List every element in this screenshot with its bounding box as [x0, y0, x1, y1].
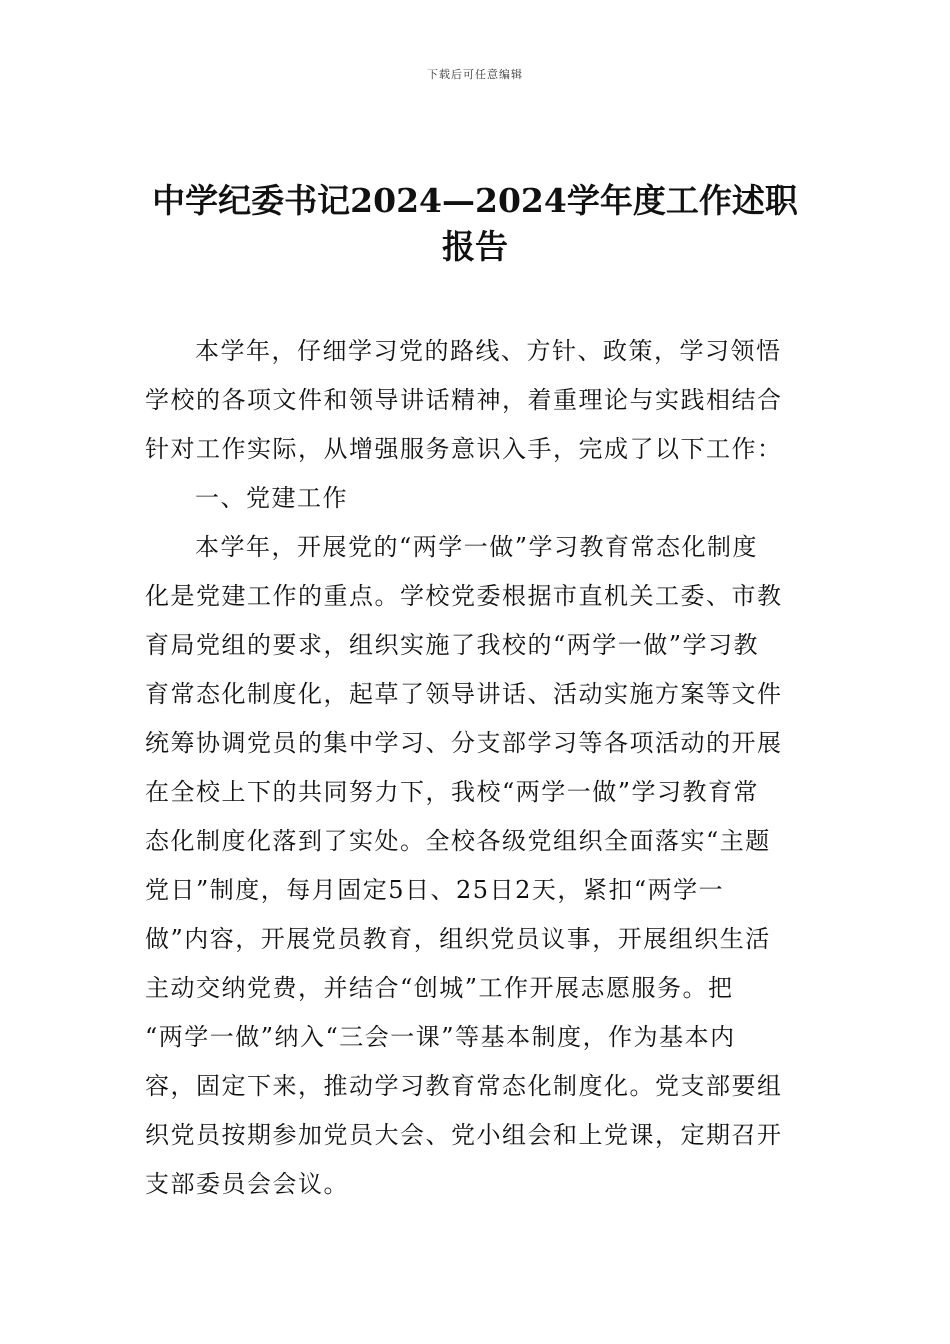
paragraph-line: 育局党组的要求，组织实施了我校的“两学一做”学习教 — [145, 631, 760, 659]
title-line-1: 中学纪委书记2024—2024学年度工作述职 — [152, 181, 798, 220]
section-heading: 一、党建工作 — [195, 484, 348, 512]
paragraph-line: 化是党建工作的重点。学校党委根据市直机关工委、市教 — [145, 582, 783, 610]
paragraph-line: 织党员按期参加党员大会、党小组会和上党课，定期召开 — [145, 1121, 783, 1149]
paragraph-line: 支部委员会会议。 — [145, 1170, 349, 1198]
paragraph-line: 主动交纳党费，并结合“创城”工作开展志愿服务。把 — [145, 974, 734, 1002]
paragraph-line: 学校的各项文件和领导讲话精神，着重理论与实践相结合 — [145, 386, 783, 414]
document-body — [145, 327, 810, 1209]
paragraph-line: 在全校上下的共同努力下，我校“两学一做”学习教育常 — [145, 778, 760, 806]
paragraph-line: 容，固定下来，推动学习教育常态化制度化。党支部要组 — [145, 1072, 783, 1100]
paragraph-line: “两学一做”纳入“三会一课”等基本制度，作为基本内 — [145, 1023, 736, 1051]
title-line-2: 报告 — [442, 227, 508, 266]
paragraph-line: 做”内容，开展党员教育，组织党员议事，开展组织生活 — [145, 925, 771, 953]
paragraph-line: 统筹协调党员的集中学习、分支部学习等各项活动的开展 — [145, 729, 783, 757]
page-header-note: 下载后可任意编辑 — [427, 68, 523, 81]
document-title — [120, 178, 830, 270]
paragraph-line: 育常态化制度化，起草了领导讲话、活动实施方案等文件 — [145, 680, 783, 708]
paragraph-line: 针对工作实际，从增强服务意识入手，完成了以下工作： — [145, 435, 783, 463]
paragraph-line: 本学年，开展党的“两学一做”学习教育常态化制度 — [195, 533, 759, 561]
paragraph-line: 态化制度化落到了实处。全校各级党组织全面落实“主题 — [145, 827, 771, 855]
paragraph-line: 党日”制度，每月固定5日、25日2天，紧扣“两学一 — [145, 876, 725, 904]
paragraph-line: 本学年，仔细学习党的路线、方针、政策，学习领悟 — [195, 337, 782, 365]
